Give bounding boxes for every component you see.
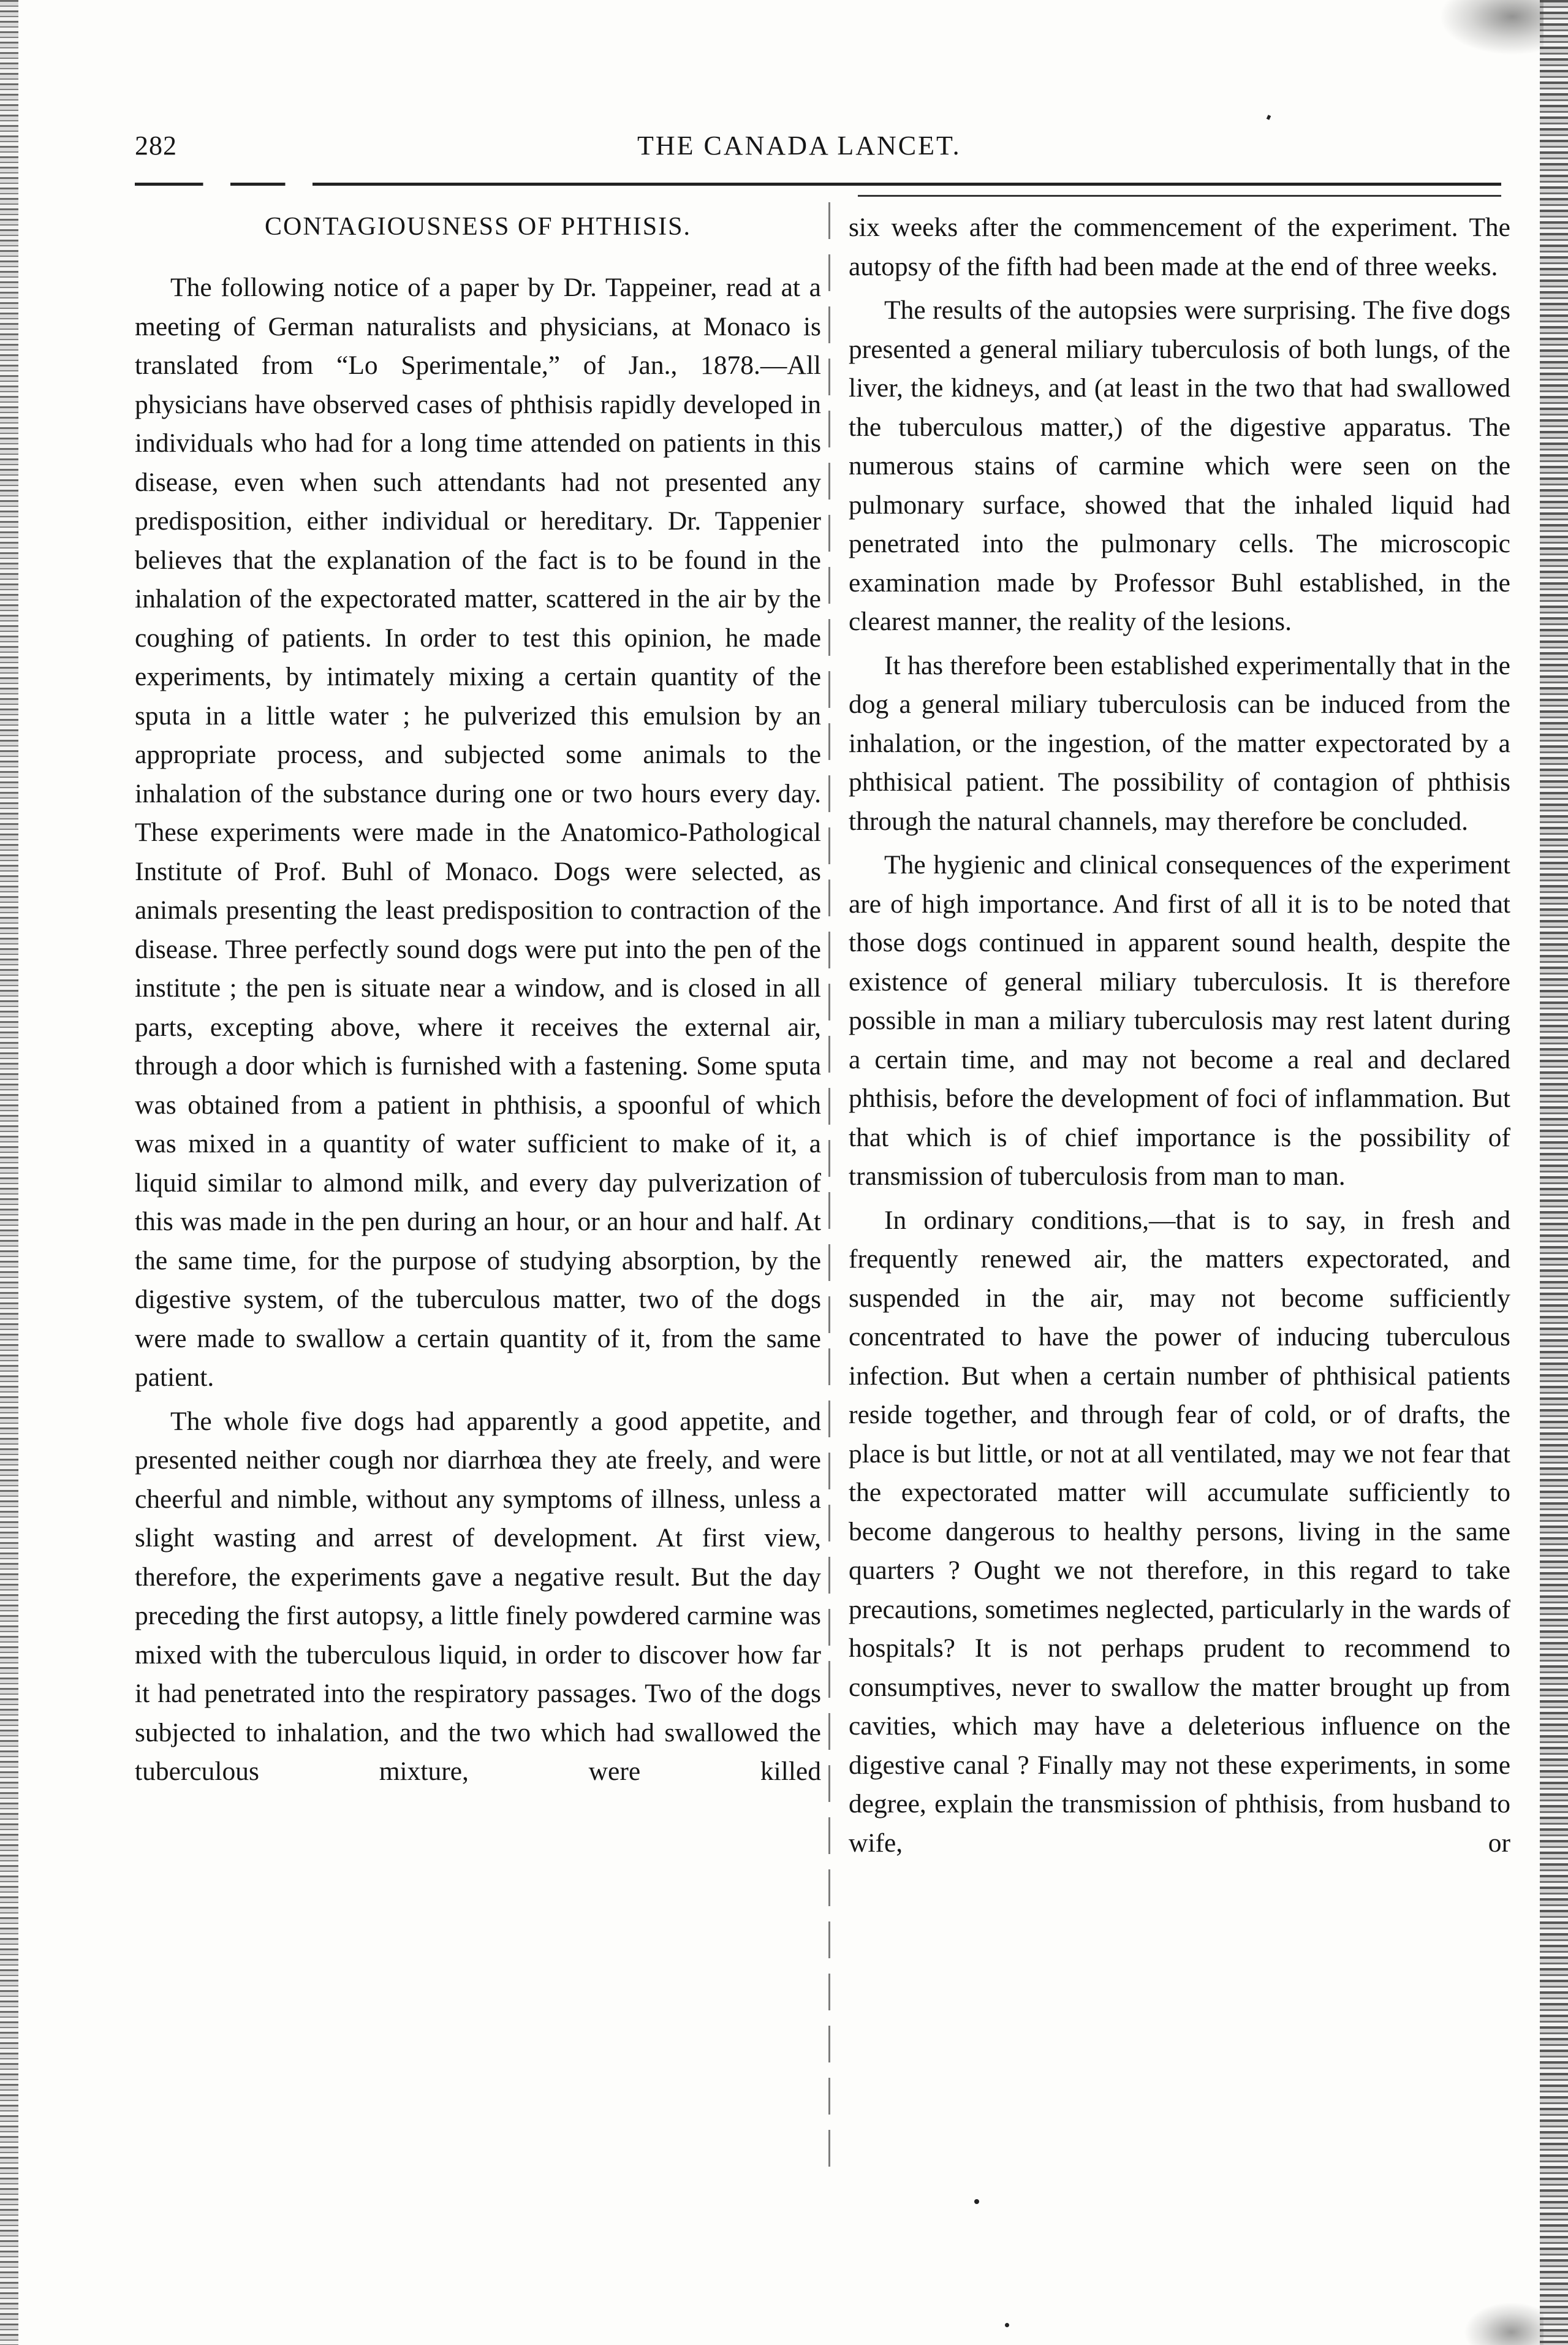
header-rule [135,183,1501,186]
running-head: THE CANADA LANCET. [637,131,961,161]
paragraph: The whole five dogs had apparently a good appetite, and presented neither cough nor diarrhœa they ate freely, and were cheerful and nimble, without any symptoms of illness, unless a slight wasting and arrest of development. At first view, therefore, the experiments gave a negative result. But the day preceding the first autopsy, a little finely powdered carmine was mixed with the tuberculous liquid, in order to discover how far it had penetrated into the respiratory passages. Two of the dogs subjected to inhalation, and the two which had swallowed the tuberculous mixture, were killed [135,1406,821,1786]
paragraph: The hygienic and clinical consequences of the experiment are of high importance. And first of all it is to be noted that those dogs continued in apparent sound health, despite the existence of general miliary tuberculosis. It is therefore possible in man a miliary tuberculosis may rest latent during a certain time, and may not become a real and declared phthisis, before the development of foci of inflammation. But that which is of chief importance is the possibility of transmission of tuberculosis from man to man. [849,850,1510,1191]
article-title: CONTAGIOUSNESS OF PHTHISIS. [265,213,691,241]
left-column [135,208,821,1792]
page-number: 282 [135,131,177,161]
paragraph: The following notice of a paper by Dr. Tappeiner, read at a meeting of German naturalists and physicians, at Monaco is translated from “Lo Sperimentale,” of Jan., 1878.—All physicians have observed cases of phthisis rapidly developed in individuals who had for a long time attended on patients in this disease, even when such attendants had not presented any predisposition, either individual or hereditary. Dr. Tappenier believes that the explanation of the fact is to be found in the inhalation of the expectorated matter, scattered in the air by the coughing of patients. In order to test this opinion, he made experiments, by intimately mixing a certain quantity of the sputa in a little water ; he pulverized this emulsion by an appropriate process, and subjected some animals to the inhalation of the substance during one or two hours every day. These experiments were made in the Anatomico-Pathological Institute of Prof. Buhl of Monaco. Dogs were selected, as animals presenting the least predisposition to contraction of the disease. Three perfectly sound dogs were put into the pen of the institute ; the pen is situate near a window, and is closed in all parts, excepting above, where it receives the external air, through a door which is furnished with a fastening. Some sputa was obtained from a patient in phthisis, a spoonful of which was mixed in a quantity of water sufficient to make of it, a liquid similar to almond milk, and every day pulverization of this was made in the pen during an hour, or an hour and half. At the same time, for the purpose of studying absorption, by the digestive system, of the tuberculous matter, two of the dogs were made to swallow a certain quantity of it, from the same patient. [135,273,821,1392]
right-column [849,208,1510,1863]
ink-dot [1005,2323,1009,2327]
column-divider [828,202,830,2176]
paragraph: The results of the autopsies were surprising. The five dogs presented a general miliary tuberculosis of both lungs, of the liver, the kidneys, and (at least in the two that had swallowed the tuberculous matter,) of the digestive apparatus. The numerous stains of carmine which were seen on the pulmonary surface, showed that the inhaled liquid had penetrated into the pulmonary cells. The microscopic examination made by Professor Buhl established, in the clearest manner, the reality of the lesions. [849,295,1510,636]
ink-speck [1267,115,1271,120]
right-page-edge-scan-artifact [1540,0,1568,2345]
page-header [135,130,1501,173]
top-right-smudge [1439,0,1543,55]
paragraph: In ordinary conditions,—that is to say, in fresh and frequently renewed air, the matters expectorated, and suspended in the air, may not become sufficiently concentrated to have the power of inducing tuberculous infection. But when a certain number of phthisical patients reside together, and through fear of cold, or of drafts, the place is but little, or not at all ventilated, may we not fear that the expectorated matter will accumulate sufficiently to become dangerous to healthy persons, living in the same quarters ? Ought we not therefore, in this regard to take precautions, sometimes neglected, particularly in the wards of hospitals? It is not perhaps prudent to recommend to consumptives, never to swallow the matter brought up from cavities, which may have a deleterious influence on the digestive canal ? Finally may not these experiments, in some degree, explain the transmission of phthisis, from husband to wife, or [849,1205,1510,1858]
ink-dot [974,2199,979,2204]
left-page-edge-scan-artifact [0,0,18,2345]
paragraph: It has therefore been established experimentally that in the dog a general miliary tuberculosis can be induced from the inhalation, or the ingestion, of the matter expectorated by a phthisical patient. The possibility of contagion of phthisis through the natural channels, may therefore be concluded. [849,650,1510,836]
bottom-right-smudge [1464,2302,1543,2345]
paragraph: six weeks after the commencement of the experiment. The autopsy of the fifth had been made at the end of three weeks. [849,213,1510,281]
header-rule-secondary [858,195,1501,197]
